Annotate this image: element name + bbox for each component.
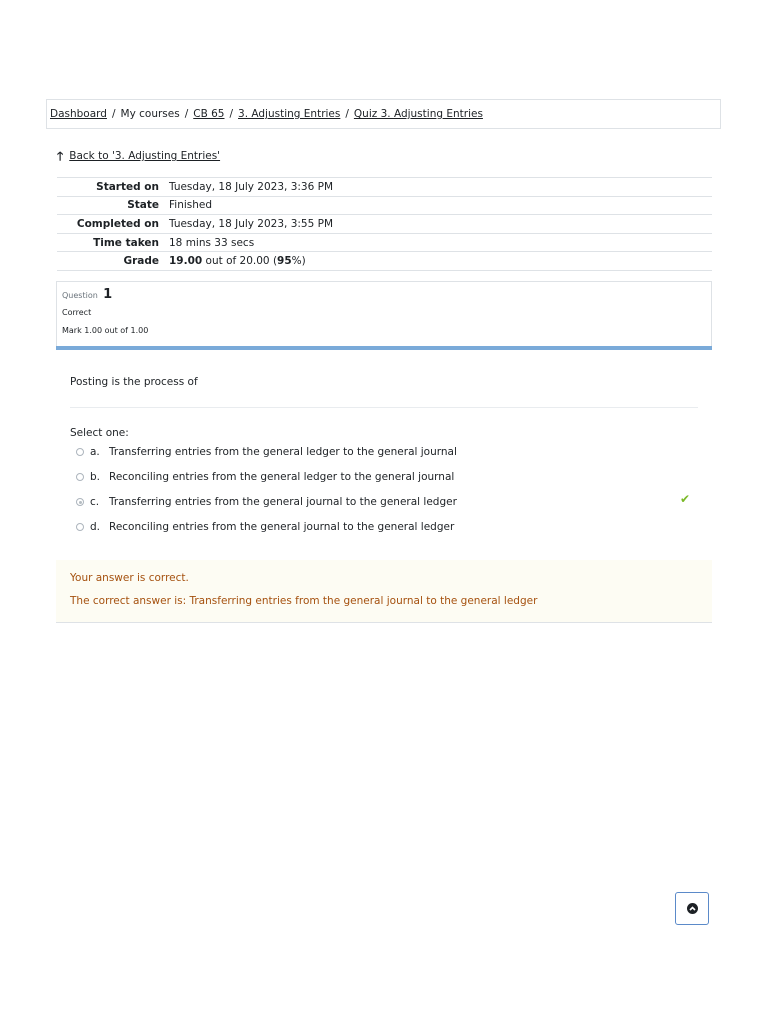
- question-info: [56, 281, 712, 348]
- question-number: 1: [103, 287, 113, 302]
- grade-value: [169, 252, 712, 271]
- question-state: Correct: [62, 308, 92, 317]
- answer-letter: a.: [90, 446, 100, 458]
- divider: [70, 407, 698, 408]
- answer-option-a: [76, 444, 457, 460]
- answer-letter: d.: [90, 521, 101, 533]
- summary-row: [57, 233, 712, 252]
- summary-row: [57, 196, 712, 215]
- radio-button[interactable]: [76, 448, 84, 456]
- summary-value: Tuesday, 18 July 2023, 3:36 PM: [169, 180, 334, 193]
- summary-row: [57, 178, 712, 197]
- question-text: Posting is the process of: [70, 376, 198, 388]
- back-to-top-button[interactable]: [675, 892, 709, 925]
- grade-score: 19.00: [169, 255, 203, 268]
- answer-text: Transferring entries from the general journal to the general ledger: [109, 496, 457, 508]
- answer-prompt: Select one:: [70, 427, 129, 439]
- attempt-summary-table: [57, 177, 712, 271]
- breadcrumb-separator: /: [184, 108, 189, 120]
- breadcrumb-my-courses: My courses: [120, 108, 180, 120]
- summary-value: Finished: [169, 199, 213, 212]
- summary-label: Time taken: [93, 236, 159, 249]
- answer-option-d: [76, 519, 454, 535]
- breadcrumb-dashboard[interactable]: Dashboard: [50, 108, 107, 120]
- grade-max: out of 20.00 (: [202, 255, 278, 268]
- summary-label: State: [127, 199, 159, 212]
- summary-label: Grade: [123, 255, 159, 268]
- breadcrumb: [46, 99, 721, 129]
- breadcrumb-quiz[interactable]: Quiz 3. Adjusting Entries: [353, 108, 483, 120]
- grade-percent: 95: [277, 255, 292, 268]
- question-feedback: [56, 560, 712, 623]
- summary-label: Started on: [96, 180, 159, 193]
- breadcrumb-separator: /: [345, 108, 349, 120]
- radio-button[interactable]: [76, 473, 84, 481]
- chevron-up-circle-icon: [687, 903, 698, 914]
- breadcrumb-course[interactable]: CB 65: [193, 108, 225, 120]
- breadcrumb-section[interactable]: 3. Adjusting Entries: [238, 108, 341, 120]
- back-link[interactable]: [57, 150, 220, 162]
- question-mark: Mark 1.00 out of 1.00: [62, 326, 149, 335]
- answer-letter: c.: [90, 496, 100, 508]
- answer-text: Transferring entries from the general ledger to the general journal: [109, 446, 457, 458]
- summary-label: Completed on: [76, 217, 159, 230]
- arrow-up-icon: 🡑: [57, 149, 64, 163]
- feedback-text: Your answer is correct.: [70, 572, 189, 584]
- radio-button-selected[interactable]: [76, 498, 84, 506]
- breadcrumb-separator: /: [111, 108, 116, 120]
- check-icon: ✔: [680, 492, 691, 506]
- question-label: Question: [62, 291, 98, 300]
- answer-option-c: [76, 494, 457, 510]
- grade-percent-sign: %): [291, 255, 306, 268]
- summary-value: 18 mins 33 secs: [169, 236, 255, 249]
- summary-row: [57, 215, 712, 234]
- answer-letter: b.: [90, 471, 101, 483]
- breadcrumb-separator: /: [229, 108, 234, 120]
- answer-option-b: [76, 469, 454, 485]
- question-content: [56, 346, 712, 560]
- back-link-label[interactable]: Back to '3. Adjusting Entries': [69, 150, 221, 162]
- summary-value: Tuesday, 18 July 2023, 3:55 PM: [169, 217, 334, 230]
- summary-row: [57, 252, 712, 271]
- radio-button[interactable]: [76, 523, 84, 531]
- answer-text: Reconciling entries from the general ledger to the general journal: [109, 471, 455, 483]
- answer-text: Reconciling entries from the general journal to the general ledger: [109, 521, 455, 533]
- right-answer-text: The correct answer is: Transferring entries from the general journal to the general ledger: [70, 595, 538, 607]
